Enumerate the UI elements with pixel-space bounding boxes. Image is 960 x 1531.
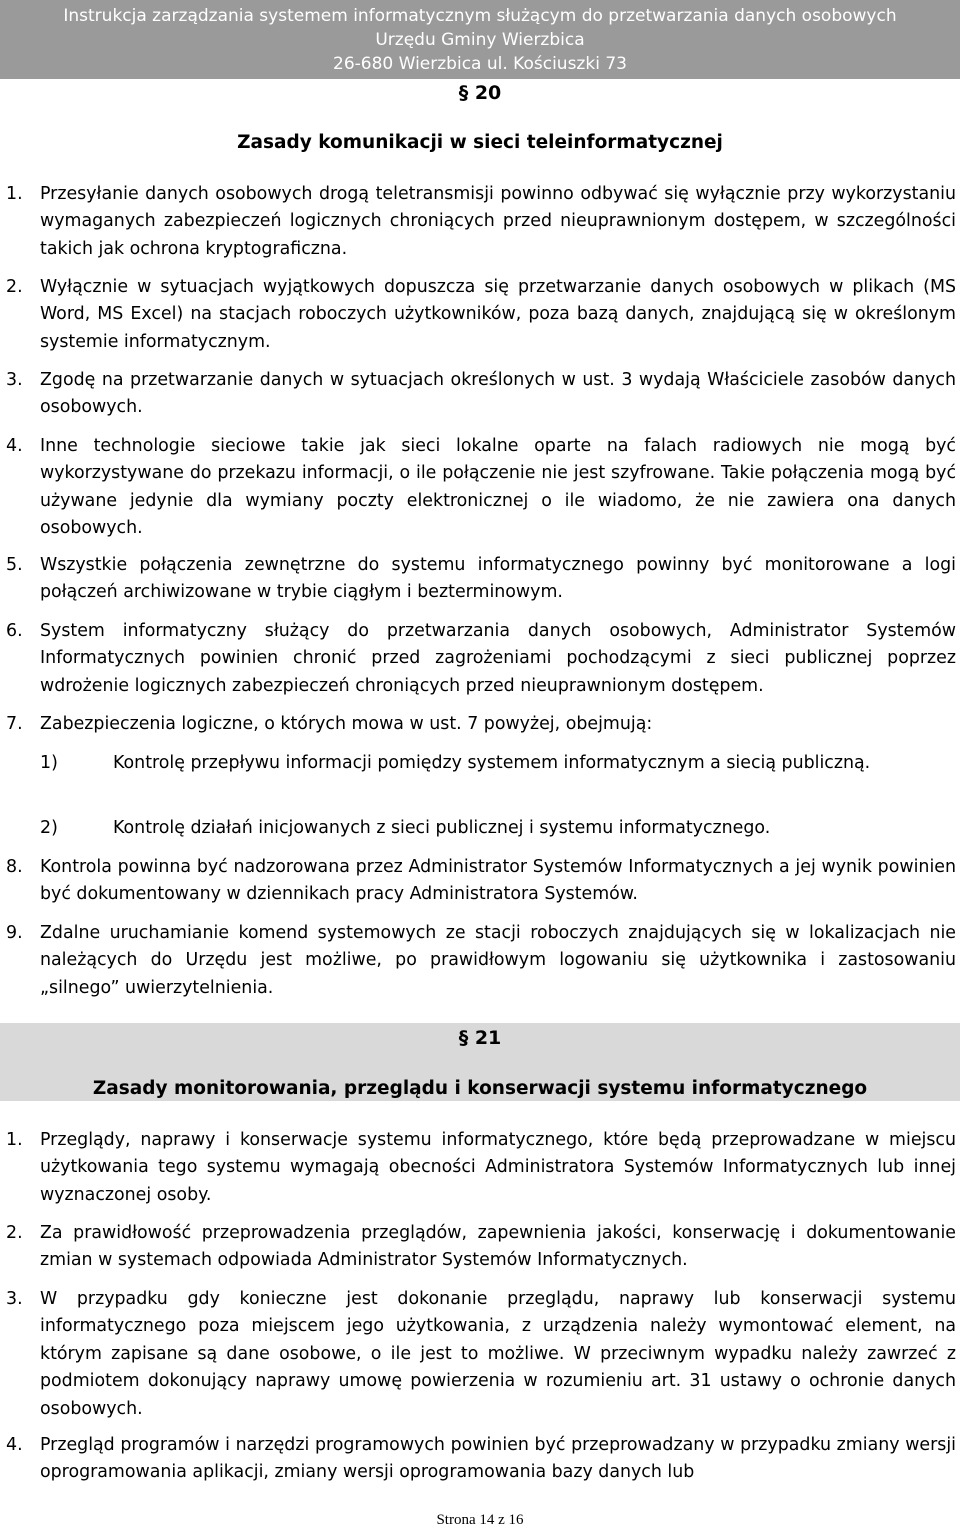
item-number: 3.: [6, 1289, 23, 1309]
item-text: System informatyczny służący do przetwarzania danych osobowych, Administrator Systemów Informatycznych powinien chronić przed zagrożeniami pochodzącymi z sieci publicznej poprzez wdrożenie logicznych zabezpieczeń chroniących przed nieuprawnionym dostępem.: [40, 621, 956, 696]
item-text: Inne technologie sieciowe takie jak sieci lokalne oparte na falach radiowych nie mogą być wykorzystywane do przekazu informacji, o ile połączenie nie jest szyfrowane. Takie połączenia mogą być używane jedynie dla wymiany poczty elektronicznej o ile wiadomo, że nie zawiera ona danych osobowych.: [40, 436, 956, 539]
page-header: [0, 0, 960, 79]
item-number: 6.: [6, 621, 23, 641]
item-text: Kontrola powinna być nadzorowana przez Administrator Systemów Informatycznych a jej wynik powinien być dokumentowany w dziennikach pracy Administratora Systemów.: [40, 857, 956, 905]
item-number: 1.: [6, 1130, 23, 1150]
item-number: 4.: [6, 436, 23, 456]
subitem-number: 2): [40, 818, 58, 838]
subitem-number: 1): [40, 753, 58, 773]
item-number: 2.: [6, 1223, 23, 1243]
item-number: 2.: [6, 277, 23, 297]
item-text: Zabezpieczenia logiczne, o których mowa w ust. 7 powyżej, obejmują:: [40, 714, 653, 734]
item-text: Wyłącznie w sytuacjach wyjątkowych dopuszcza się przetwarzanie danych osobowych w plikach (MS Word, MS Excel) na stacjach roboczych użytkowników, poza bazą danych, znajdującą się w określonym systemie informatycznym.: [40, 277, 956, 352]
section-20-title: Zasady komunikacji w sieci teleinformatycznej: [237, 132, 723, 153]
item-text: Za prawidłowość przeprowadzenia przeglądów, zapewnienia jakości, konserwację i dokumentowanie zmian w systemach odpowiada Administrator Systemów Informatycznych.: [40, 1223, 956, 1271]
section-21-title: Zasady monitorowania, przeglądu i konserwacji systemu informatycznego: [92, 1078, 868, 1099]
section-21-number: § 21: [458, 1027, 502, 1049]
item-text: Przesyłanie danych osobowych drogą teletransmisji powinno odbywać się wyłącznie przy wykorzystaniu wymaganych zabezpieczeń logicznych chroniących przed nieuprawnionym dostępem, w szczególności takich jak ochrona kryptograficzna.: [40, 184, 956, 259]
item-number: 4.: [6, 1435, 23, 1455]
item-number: 3.: [6, 370, 23, 390]
item-text: Przegląd programów i narzędzi programowych powinien być przeprowadzany w przypadku zmiany wersji oprogramowania aplikacji, zmiany wersji oprogramowania bazy danych lub: [40, 1435, 956, 1483]
header-title: Instrukcja zarządzania systemem informatycznym służącym do przetwarzania danych osobowych: [63, 6, 897, 26]
item-number: 7.: [6, 714, 23, 734]
subitem-text: Kontrolę przepływu informacji pomiędzy systemem informatycznym a siecią publiczną.: [113, 753, 871, 773]
item-text: Zdalne uruchamianie komend systemowych ze stacji roboczych znajdujących się w lokalizacjach nie należących do Urzędu jest możliwe, po prawidłowym logowaniu się użytkownika i zastosowaniu „silnego” uwierzytelnienia.: [40, 923, 956, 998]
item-text: Zgodę na przetwarzanie danych w sytuacjach określonych w ust. 3 wydają Właściciele zasobów danych osobowych.: [40, 370, 956, 418]
item-number: 8.: [6, 857, 23, 877]
item-text: W przypadku gdy konieczne jest dokonanie przeglądu, naprawy lub konserwacji systemu informatycznego poza miejscem jego użytkowania, z urządzenia należy wymontować element, na którym zapisane są dane osobowe, o ile jest to możliwe. W przeciwnym wypadku należy zawrzeć z podmiotem dokonujący naprawy umowę powierzenia w rozumieniu art. 31 ustawy o ochronie danych osobowych.: [40, 1289, 956, 1419]
item-text: Wszystkie połączenia zewnętrzne do systemu informatycznego powinny być monitorowane a logi połączeń archiwizowane w trybie ciągłym i bezterminowym.: [40, 555, 956, 603]
item-number: 9.: [6, 923, 23, 943]
header-address: 26-680 Wierzbica ul. Kościuszki 73: [333, 54, 627, 74]
item-number: 1.: [6, 184, 23, 204]
subitem-text: Kontrolę działań inicjowanych z sieci publicznej i systemu informatycznego.: [113, 818, 771, 838]
item-number: 5.: [6, 555, 23, 575]
section-20-number: § 20: [458, 82, 502, 104]
item-text: Przeglądy, naprawy i konserwacje systemu informatycznego, które będą przeprowadzane w miejscu użytkowania tego systemu wymagają obecności Administratora Systemów Informatycznych lub innej wyznaczonej osoby.: [40, 1130, 956, 1205]
page-footer: Strona 14 z 16: [436, 1512, 524, 1528]
header-office: Urzędu Gminy Wierzbica: [375, 30, 585, 50]
